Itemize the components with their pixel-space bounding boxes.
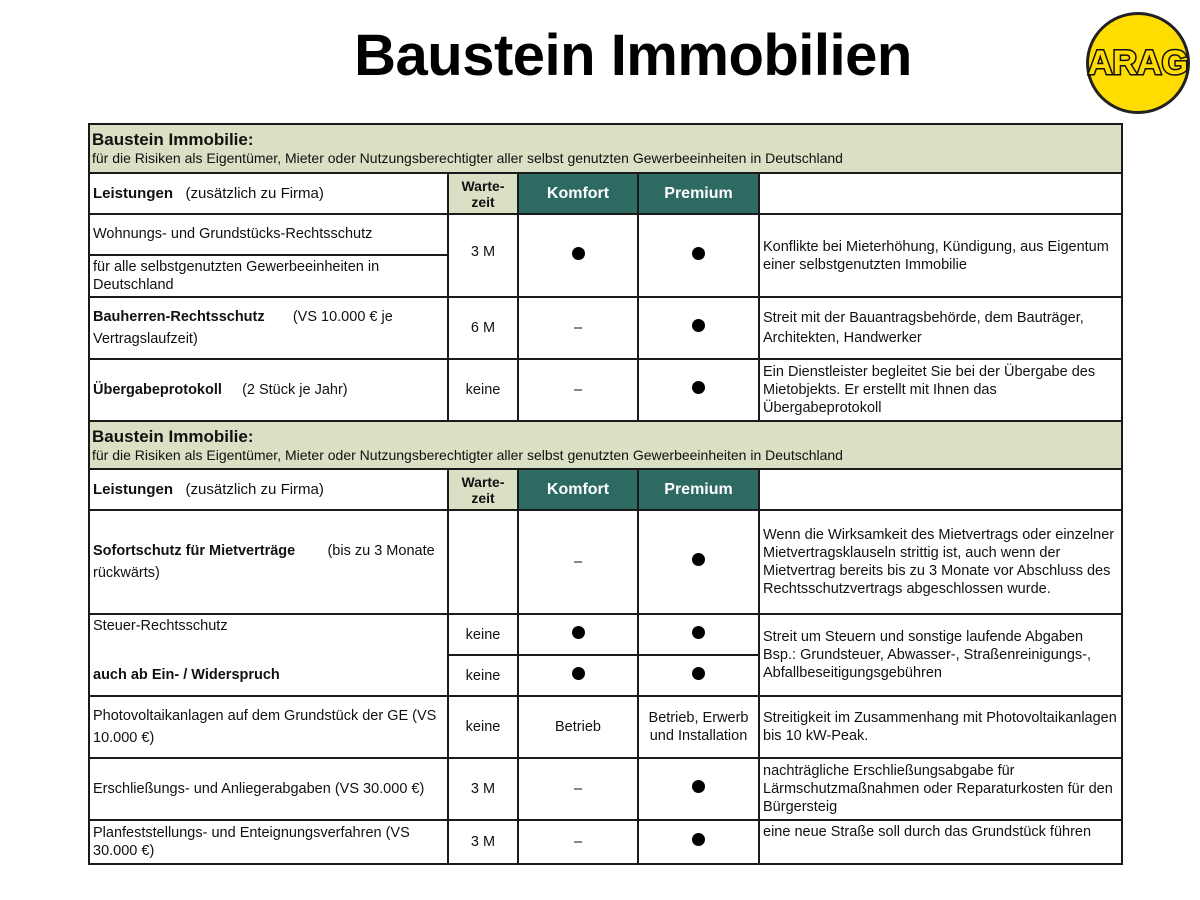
filled-circle-icon xyxy=(692,667,705,680)
table-row xyxy=(89,510,1122,614)
row-wartezeit: 6 M xyxy=(470,320,496,336)
arag-logo xyxy=(1086,12,1190,114)
page-title: Baustein Immobilien xyxy=(354,23,912,88)
filled-circle-icon xyxy=(692,247,705,260)
row-description: Streit um Steuern und sonstige laufende Abgaben Bsp.: Grundsteuer, Abwasser-, Straßenreinigungs-, Abfallbeseitigungsgebühren xyxy=(763,629,1092,681)
filled-circle-icon xyxy=(692,626,705,639)
leistungen-note: (zusätzlich zu Firma) xyxy=(185,184,324,202)
row-komfort: – xyxy=(573,554,583,570)
row-wartezeit: 3 M xyxy=(470,781,496,797)
row-premium: Betrieb, Erwerb und Installation xyxy=(648,710,749,744)
row-label: Photovoltaikanlagen auf dem Grundstück der GE (VS 10.000 €) xyxy=(93,708,437,746)
row-note: (2 Stück je Jahr) xyxy=(242,382,348,398)
column-header-row xyxy=(89,469,1122,510)
row-description: Ein Dienstleister begleitet Sie bei der Übergabe des Mietobjekts. Er erstellt mit Ihnen das Übergabeprotokoll xyxy=(763,364,1096,416)
row-description: Streitigkeit im Zusammenhang mit Photovoltaikanlagen bis 10 kW-Peak. xyxy=(763,710,1117,744)
row-komfort: – xyxy=(573,781,583,797)
logo-text: ARAG xyxy=(1087,43,1189,82)
table-row xyxy=(89,214,1122,255)
premium-header: Premium xyxy=(638,173,759,214)
filled-circle-icon xyxy=(692,833,705,846)
section-header xyxy=(89,421,1122,469)
table-row xyxy=(89,359,1122,421)
table-row xyxy=(89,696,1122,758)
komfort-header: Komfort xyxy=(518,469,638,510)
wartezeit-header: Warte- zeit xyxy=(461,473,505,506)
row-wartezeit: 3 M xyxy=(470,834,496,850)
row-label: Übergabeprotokoll xyxy=(93,382,222,398)
row-label: Sofortschutz für Mietverträge xyxy=(93,543,296,559)
row-note: (VS 10.000 € je Vertragslaufzeit) xyxy=(93,309,393,347)
row-label: Bauherren-Rechtsschutz xyxy=(93,309,265,325)
row-wartezeit: keine xyxy=(465,667,501,684)
row-description: nachträgliche Erschließungsabgabe für Lärmschutzmaßnahmen oder Reparaturkosten für den Bürgersteig xyxy=(763,763,1113,815)
filled-circle-icon xyxy=(692,553,705,566)
wartezeit-header: Warte- zeit xyxy=(461,177,505,210)
section-subtitle: für die Risiken als Eigentümer, Mieter oder Nutzungsberechtigter aller selbst genutzten Gewerbeeinheiten in Deutschland xyxy=(92,150,843,166)
komfort-header: Komfort xyxy=(518,173,638,214)
row-label: für alle selbstgenutzten Gewerbeeinheiten in Deutschland xyxy=(93,259,380,293)
filled-circle-icon xyxy=(572,626,585,639)
filled-circle-icon xyxy=(572,247,585,260)
row-note: (bis zu 3 Monate rückwärts) xyxy=(93,543,435,581)
row-komfort: Betrieb xyxy=(555,719,601,735)
row-label: Planfeststellungs- und Enteignungsverfahren (VS 30.000 €) xyxy=(93,825,410,859)
filled-circle-icon xyxy=(692,381,705,394)
row-description: Konflikte bei Mieterhöhung, Kündigung, aus Eigentum einer selbstgenutzten Immobilie xyxy=(763,238,1109,273)
row-wartezeit: 3 M xyxy=(470,244,496,260)
leistungen-note: (zusätzlich zu Firma) xyxy=(185,480,324,498)
row-wartezeit: keine xyxy=(465,626,501,643)
row-label: Erschließungs- und Anliegerabgaben (VS 30.000 €) xyxy=(93,780,425,797)
row-description: Wenn die Wirksamkeit des Mietvertrags oder einzelner Mietvertragsklauseln strittig ist, auch wenn der Mietvertrag bereits bis zu 3 Monate vor Abschluss des Rechtsschutzvertrags abgeschlossen wurde. xyxy=(763,527,1115,597)
leistungen-label: Leistungen xyxy=(93,480,174,498)
column-header-row xyxy=(89,173,1122,214)
filled-circle-icon xyxy=(572,667,585,680)
table-row xyxy=(89,820,1122,864)
section-header xyxy=(89,124,1122,173)
section-title: Baustein Immobilie: xyxy=(92,426,254,446)
table-row xyxy=(89,614,1122,655)
table-row xyxy=(89,758,1122,820)
row-label: Steuer-Rechtsschutz xyxy=(93,618,228,634)
row-description: Streit mit der Bauantragsbehörde, dem Bauträger, Architekten, Handwerker xyxy=(763,310,1084,346)
row-wartezeit: keine xyxy=(465,382,501,398)
row-komfort: – xyxy=(573,382,583,398)
table-row xyxy=(89,297,1122,359)
leistungen-label: Leistungen xyxy=(93,184,174,202)
row-komfort: – xyxy=(573,320,583,336)
filled-circle-icon xyxy=(692,780,705,793)
row-label: Wohnungs- und Grundstücks-Rechtsschutz xyxy=(93,225,373,242)
row-label: auch ab Ein- / Widerspruch xyxy=(93,667,280,683)
section-title: Baustein Immobilie: xyxy=(92,130,254,149)
premium-header: Premium xyxy=(638,469,759,510)
row-description: eine neue Straße soll durch das Grundstück führen xyxy=(763,824,1092,840)
filled-circle-icon xyxy=(692,319,705,332)
benefits-table xyxy=(88,123,1123,865)
section-subtitle: für die Risiken als Eigentümer, Mieter oder Nutzungsberechtigter aller selbst genutzten Gewerbeeinheiten in Deutschland xyxy=(92,446,843,463)
row-komfort: – xyxy=(573,834,583,850)
row-wartezeit: keine xyxy=(465,719,501,735)
